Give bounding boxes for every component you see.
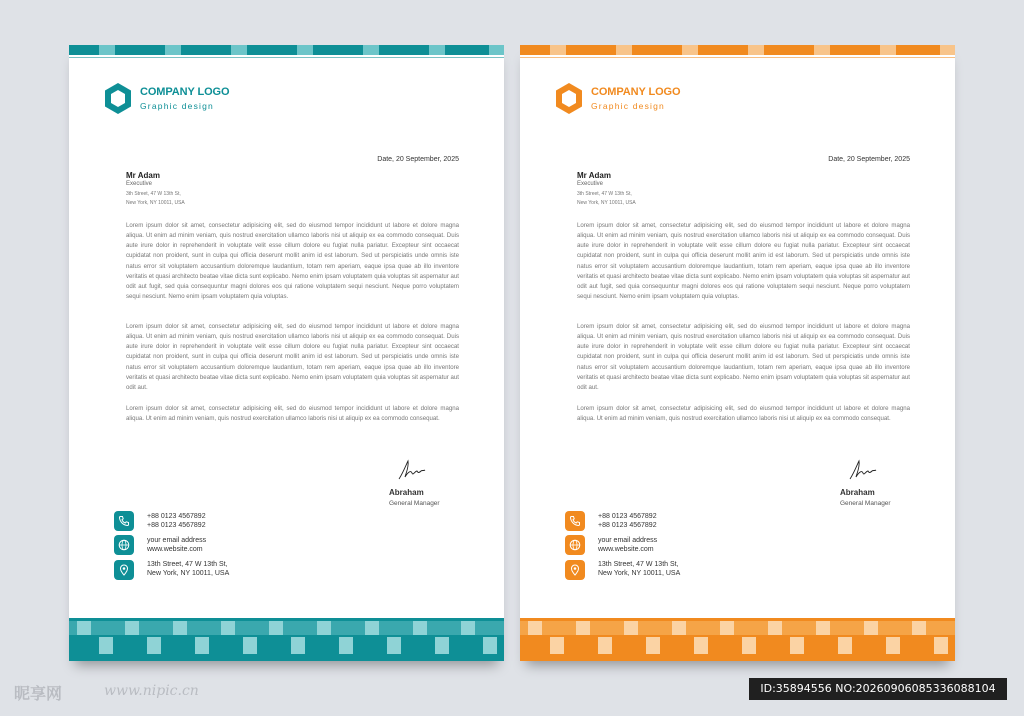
- address-line: 13th Street, 47 W 13th St,: [598, 561, 679, 568]
- phone-number: +88 0123 4567892: [147, 513, 206, 520]
- phone-number: +88 0123 4567892: [598, 513, 657, 520]
- logo-subtitle: Graphic design: [591, 101, 665, 111]
- contact-phone: [598, 512, 657, 530]
- body-paragraph: Lorem ipsum dolor sit amet, consectetur adipisicing elit, sed do eiusmod tempor incididunt ut labore et dolore magna aliqua. Ut enim ad minim veniam, quis nostrud exercitation ullamco laboris nisi ut aliquip ex ea commodo consequat.: [577, 405, 910, 423]
- letter-date: Date, 20 September, 2025: [377, 156, 459, 163]
- location-pin-icon: [114, 560, 134, 580]
- logo-subtitle: Graphic design: [140, 101, 214, 111]
- recipient-address-line: New York, NY 10011, USA: [577, 199, 636, 206]
- phone-number: +88 0123 4567892: [147, 522, 206, 529]
- bottom-border-pattern: [520, 618, 955, 661]
- recipient-name: Mr Adam: [577, 171, 611, 180]
- recipient-address: [577, 190, 636, 207]
- recipient-name: Mr Adam: [126, 171, 160, 180]
- contact-web: [598, 536, 657, 554]
- recipient-address: [126, 190, 185, 207]
- recipient-title: Executive: [577, 181, 604, 187]
- signer-role: General Manager: [840, 500, 891, 507]
- body-paragraph: Lorem ipsum dolor sit amet, consectetur adipisicing elit, sed do eiusmod tempor incididunt ut labore et dolore magna aliqua. Ut enim ad minim veniam, quis nostrud exercitation ullamco laboris nisi ut aliquip ex ea commodo consequat. Duis aute irure dolor in reprehenderit in voluptate velit esse cillum dolore eu fugiat nulla pariatur. Excepteur sint occaecat cupidatat non proident, sunt in culpa qui officia deserunt mollit anim id est laborum. Sed ut perspiciatis unde omnis iste natus error sit voluptatem accusantium doloremque laudantium, totam rem aperiam, eaque ipsa quae ab illo inventore veritatis et quasi architecto beatae vitae dicta sunt explicabo. Nemo enim ipsam voluptatem quia voluptas sit aspernatur aut odit aut fugit, sed quia consequuntur magni dolores eos qui ratione voluptatem sequi nesciunt. Neque porro voluptatem sequi nesciunt. Nemo enim ipsam voluptatem quia voluptas.: [126, 222, 459, 301]
- logo-title: COMPANY LOGO: [140, 86, 230, 98]
- contact-phone: [147, 512, 206, 530]
- address-line: New York, NY 10011, USA: [147, 570, 230, 577]
- hexagon-icon: [554, 82, 584, 115]
- top-rule: [520, 57, 955, 58]
- contact-address: [598, 560, 680, 578]
- signer-name: Abraham: [389, 488, 424, 497]
- globe-icon: [114, 535, 134, 555]
- letterhead-teal: [69, 45, 504, 661]
- body-paragraph: Lorem ipsum dolor sit amet, consectetur adipisicing elit, sed do eiusmod tempor incididunt ut labore et dolore magna aliqua. Ut enim ad minim veniam, quis nostrud exercitation ullamco laboris nisi ut aliquip ex ea commodo consequat.: [126, 405, 459, 423]
- watermark-url: www.nipic.cn: [104, 683, 199, 699]
- recipient-title: Executive: [126, 181, 153, 187]
- address-line: 13th Street, 47 W 13th St,: [147, 561, 228, 568]
- logo-title: COMPANY LOGO: [591, 86, 681, 98]
- globe-icon: [565, 535, 585, 555]
- recipient-address-line: 3th Street, 47 W 13th St,: [577, 191, 632, 197]
- letter-date: Date, 20 September, 2025: [828, 156, 910, 163]
- contact-address: [147, 560, 229, 578]
- top-rule: [69, 57, 504, 58]
- phone-icon: [565, 511, 585, 531]
- phone-icon: [114, 511, 134, 531]
- email-address: your email address: [147, 537, 207, 544]
- watermark-site-name: 昵享网: [14, 684, 63, 703]
- website: www.website.com: [147, 546, 203, 553]
- address-line: New York, NY 10011, USA: [598, 570, 681, 577]
- contact-web: [147, 536, 206, 554]
- body-paragraph: Lorem ipsum dolor sit amet, consectetur adipisicing elit, sed do eiusmod tempor incididunt ut labore et dolore magna aliqua. Ut enim ad minim veniam, quis nostrud exercitation ullamco laboris nisi ut aliquip ex ea commodo consequat. Duis aute irure dolor in reprehenderit in voluptate velit esse cillum dolore eu fugiat nulla pariatur. Excepteur sint occaecat cupidatat non proident, sunt in culpa qui officia deserunt mollit anim id est laborum. Sed ut perspiciatis unde omnis iste natus error sit voluptatem accusantium doloremque laudantium, totam rem aperiam, eaque ipsa quae ab illo inventore veritatis et quasi architecto beatae vitae dicta sunt explicabo. Nemo enim ipsam voluptatem quia voluptas sit aspernatur aut odit aut.: [126, 323, 459, 391]
- website: www.website.com: [598, 546, 654, 553]
- signer-role: General Manager: [389, 500, 440, 507]
- body-paragraph: Lorem ipsum dolor sit amet, consectetur adipisicing elit, sed do eiusmod tempor incididunt ut labore et dolore magna aliqua. Ut enim ad minim veniam, quis nostrud exercitation ullamco laboris nisi ut aliquip ex ea commodo consequat. Duis aute irure dolor in reprehenderit in voluptate velit esse cillum dolore eu fugiat nulla pariatur. Excepteur sint occaecat cupidatat non proident, sunt in culpa qui officia deserunt mollit anim id est laborum. Sed ut perspiciatis unde omnis iste natus error sit voluptatem accusantium doloremque laudantium, totam rem aperiam, eaque ipsa quae ab illo inventore veritatis et quasi architecto beatae vitae dicta sunt explicabo. Nemo enim ipsam voluptatem quia voluptas sit aspernatur aut odit aut.: [577, 323, 910, 391]
- body-paragraph: Lorem ipsum dolor sit amet, consectetur adipisicing elit, sed do eiusmod tempor incididunt ut labore et dolore magna aliqua. Ut enim ad minim veniam, quis nostrud exercitation ullamco laboris nisi ut aliquip ex ea commodo consequat. Duis aute irure dolor in reprehenderit in voluptate velit esse cillum dolore eu fugiat nulla pariatur. Excepteur sint occaecat cupidatat non proident, sunt in culpa qui officia deserunt mollit anim id est laborum. Sed ut perspiciatis unde omnis iste natus error sit voluptatem accusantium doloremque laudantium, totam rem aperiam, eaque ipsa quae ab illo inventore veritatis et quasi architecto beatae vitae dicta sunt explicabo. Nemo enim ipsam voluptatem quia voluptas sit aspernatur aut odit aut fugit, sed quia consequuntur magni dolores eos qui ratione voluptatem sequi nesciunt. Neque porro voluptatem sequi nesciunt. Nemo enim ipsam voluptatem quia voluptas.: [577, 222, 910, 301]
- recipient-address-line: 3th Street, 47 W 13th St,: [126, 191, 181, 197]
- letterhead-orange: [520, 45, 955, 661]
- location-pin-icon: [565, 560, 585, 580]
- phone-number: +88 0123 4567892: [598, 522, 657, 529]
- top-border-pattern: [69, 45, 504, 55]
- bottom-border-pattern: [69, 618, 504, 661]
- email-address: your email address: [598, 537, 658, 544]
- recipient-address-line: New York, NY 10011, USA: [126, 199, 185, 206]
- signer-name: Abraham: [840, 488, 875, 497]
- signature-scribble: [397, 459, 427, 481]
- signature-scribble: [848, 459, 878, 481]
- hexagon-icon: [103, 82, 133, 115]
- image-id-badge: ID:35894556 NO:20260906085336088104: [749, 678, 1007, 700]
- top-border-pattern: [520, 45, 955, 55]
